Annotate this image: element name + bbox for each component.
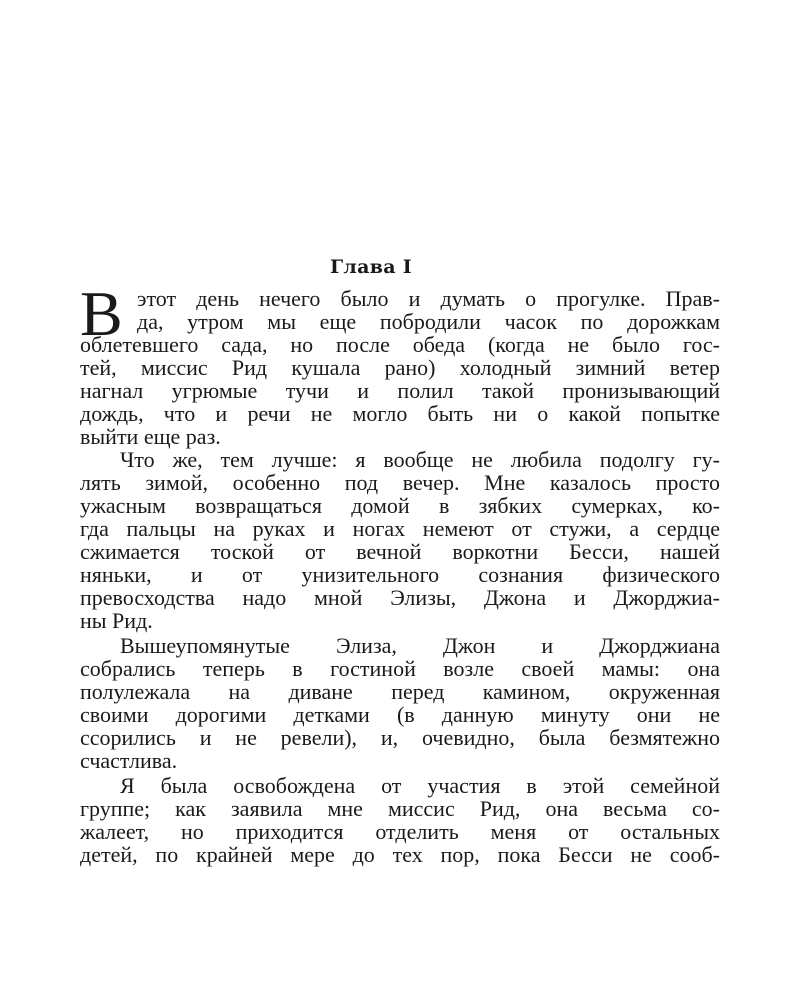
chapter-title: Глава I [330, 256, 412, 278]
text-line: Я была освобождена от участия в этой семейной [120, 773, 720, 798]
text-line: превосходства надо мной Элизы, Джона и Джорджиа- [80, 585, 720, 610]
text-line: сжимается тоской от вечной воркотни Бесси, нашей [80, 539, 720, 564]
text-line: группе; как заявила мне миссис Рид, она весьма со- [80, 796, 720, 821]
text-line: нагнал угрюмые тучи и полил такой пронизывающий [80, 378, 720, 403]
text-line: облетевшего сада, но после обеда (когда не было гос- [80, 332, 720, 357]
text-line: ужасным возвращаться домой в зябких сумерках, ко- [80, 493, 720, 518]
text-line: дождь, что и речи не могло быть ни о какой попытке [80, 401, 720, 426]
chapter-text [80, 278, 720, 867]
paragraph-4 [80, 774, 720, 866]
text-line: тей, миссис Рид кушала рано) холодный зимний ветер [80, 355, 720, 380]
text-line: собрались теперь в гостиной возле своей мамы: она [80, 656, 720, 681]
text-line: полулежала на диване перед камином, окруженная [80, 679, 720, 704]
text-line: лять зимой, особенно под вечер. Мне казалось просто [80, 470, 720, 495]
text-line: детей, по крайней мере до тех пор, пока Бесси не сооб- [80, 842, 720, 867]
paragraph-3 [80, 634, 720, 772]
paragraph-2 [80, 448, 720, 632]
text-line: этот день нечего было и думать о прогулке. Прав- [137, 286, 720, 311]
paragraph-1 [80, 278, 720, 449]
text-line: выйти еще раз. [80, 424, 221, 449]
drop-cap-letter: В [80, 278, 123, 349]
text-line: счастлива. [80, 748, 178, 773]
text-line: жалеет, но приходится отделить меня от остальных [80, 819, 720, 844]
text-line: ны Рид. [80, 608, 153, 633]
text-line: Вышеупомянутые Элиза, Джон и Джорджиана [120, 633, 720, 658]
text-line: гда пальцы на руках и ногах немеют от стужи, а сердце [80, 516, 720, 541]
text-line: ссорились и не ревели), и, очевидно, была безмятежно [80, 725, 720, 750]
text-line: няньки, и от унизительного сознания физического [80, 562, 720, 587]
text-line: Что же, тем лучше: я вообще не любила подолгу гу- [120, 447, 720, 472]
text-line: своими дорогими детками (в данную минуту они не [80, 702, 720, 727]
text-line: да, утром мы еще побродили часок по дорожкам [137, 309, 720, 334]
